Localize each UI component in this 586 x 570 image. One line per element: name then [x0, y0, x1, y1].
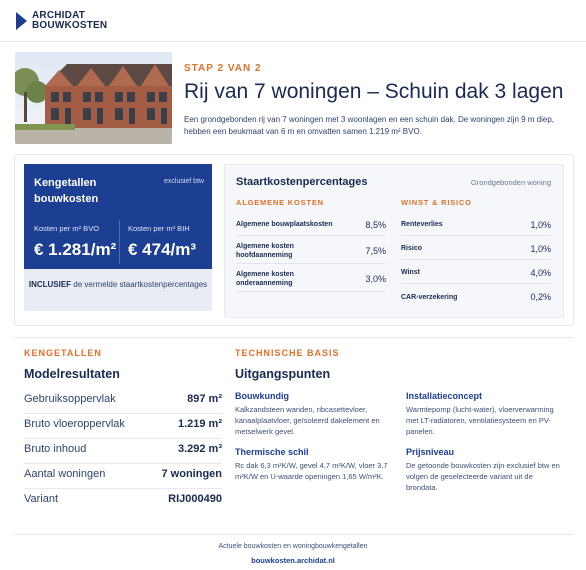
- block-heading: Bouwkundig: [235, 391, 289, 401]
- result-row: [24, 464, 222, 489]
- block-heading: Prijsniveau: [406, 447, 455, 457]
- result-value: RIJ000490: [168, 493, 222, 505]
- result-row: [24, 414, 222, 439]
- pct-row-name: Renteverlies: [401, 221, 443, 228]
- chevron-right-icon: [16, 12, 27, 30]
- result-key: Gebruiksoppervlak: [24, 393, 116, 405]
- page-title: Rij van 7 woningen – Schuin dak 3 lagen: [184, 80, 564, 103]
- pct-row-value: 0,2%: [530, 292, 551, 302]
- kengetallen-card: [24, 164, 212, 269]
- winst-risico-heading: WINST & RISICO: [401, 198, 472, 207]
- pct-row-value: 4,0%: [530, 267, 551, 278]
- pct-row: [401, 262, 551, 284]
- pct-row: [401, 238, 551, 260]
- pct-row-name: Risico: [401, 245, 423, 252]
- pct-row-name: Winst: [401, 269, 420, 276]
- brand-line-2: BOUWKOSTEN: [32, 20, 108, 31]
- inclusive-note: [24, 269, 212, 311]
- algemene-kosten-heading: ALGEMENE KOSTEN: [236, 198, 324, 207]
- cost-per-bih-value: € 474/m³: [128, 240, 197, 259]
- pct-row-name: CAR-verzekering: [401, 293, 458, 301]
- block-text: Warmtepomp (lucht-water), vloerverwarming met LT-radiatoren, ventilatiesysteem en PV-panelen.: [406, 405, 554, 436]
- exclusive-vat-label: [164, 177, 204, 187]
- pct-row-value: 7,5%: [365, 245, 386, 256]
- brand-line-1: ARCHIDAT: [32, 10, 86, 21]
- pct-row: [236, 214, 386, 236]
- result-key: Aantal woningen: [24, 468, 106, 480]
- pct-row: [236, 238, 386, 264]
- bouwkundig-block: [235, 391, 395, 437]
- pct-row-value: 8,5%: [365, 219, 386, 230]
- staartkosten-title: Staartkostenpercentages: [236, 176, 368, 188]
- prijsniveau-block: [406, 447, 566, 493]
- pct-row: [401, 214, 551, 236]
- uitgangspunten-title: Uitgangspunten: [235, 367, 331, 381]
- rowhouse-image: [15, 52, 172, 144]
- footer-divider: [14, 534, 574, 535]
- footer-tagline: Actuele bouwkosten en woningbouwkengetallen: [218, 543, 368, 550]
- pct-row-value: 3,0%: [365, 273, 386, 284]
- inclusive-note-bold: INCLUSIEF: [28, 280, 72, 289]
- result-value: 3.292 m³: [177, 443, 222, 455]
- cost-per-bvo-value: € 1.281/m²: [34, 240, 117, 259]
- result-value: 897 m²: [187, 393, 222, 405]
- pct-row-value: 1,0%: [530, 219, 551, 230]
- modelresultaten-title: Modelresultaten: [24, 367, 120, 381]
- block-text: Kalkzandsteen wanden, ribcasettevloer, kanaalplaatvloer, geïsoleerd dakelement en metselwerk gevel.: [235, 405, 380, 436]
- pct-row-value: 1,0%: [530, 243, 551, 254]
- technische-basis-label: TECHNISCHE BASIS: [235, 348, 340, 358]
- pct-row: [236, 266, 386, 292]
- kengetallen-label: KENGETALLEN: [24, 348, 102, 358]
- cost-per-bih-label: Kosten per m³ BIH: [128, 224, 190, 233]
- inclusive-note-text: de vermelde staartkostenpercentages: [71, 280, 208, 289]
- staartkosten-card: [224, 164, 564, 318]
- header-bar: [0, 0, 586, 42]
- brand-logo[interactable]: [16, 11, 107, 31]
- result-row: [24, 389, 222, 414]
- pct-row-name: Algemene kosten hoofdaanneming: [236, 242, 294, 259]
- cost-per-bih: [128, 224, 218, 260]
- block-heading: Installatieconcept: [406, 391, 483, 401]
- result-row: [24, 489, 222, 514]
- block-text: De getoonde bouwkosten zijn exclusief btw en volgen de geselecteerde variant uit de brondata.: [406, 461, 560, 492]
- pct-row-name: Algemene bouwplaatskosten: [236, 221, 333, 228]
- exclusive-vat-text: exclusief btw: [164, 178, 205, 185]
- cost-per-bvo: [34, 224, 124, 260]
- brand-name: [32, 11, 107, 31]
- section-divider: [14, 337, 574, 338]
- staartkosten-subtitle: Grondgebonden woning: [470, 178, 551, 187]
- result-key: Variant: [24, 493, 59, 505]
- installatieconcept-block: [406, 391, 566, 437]
- divider: [119, 220, 120, 264]
- result-value: 1.219 m²: [177, 418, 222, 430]
- result-key: Bruto inhoud: [24, 443, 87, 455]
- intro-description: Een grondgebonden rij van 7 woningen met 3 woonlagen en een schuin dak. De woningen zijn 9 m diep, hebben een beukmaat van 6 m en omvatten samen 1.219 m² BVO.: [184, 115, 555, 136]
- pct-row: [401, 286, 551, 308]
- block-heading: Thermische schil: [235, 447, 309, 457]
- step-indicator: STAP 2 VAN 2: [184, 63, 262, 74]
- block-text: Rc dak 6,3 m²K/W, gevel 4,7 m²K/W, vloer 3,7 m²K/W en U-waarde openingen 1,65 W/m²K.: [235, 461, 388, 481]
- footer-link[interactable]: bouwkosten.archidat.nl: [251, 556, 335, 565]
- result-value: 7 woningen: [161, 468, 222, 480]
- result-row: [24, 439, 222, 464]
- thermische-schil-block: [235, 447, 395, 482]
- pct-row-name: Algemene kosten onderaanneming: [236, 270, 294, 287]
- kengetallen-card-title: Kengetallen bouwkosten: [34, 177, 99, 205]
- result-key: Bruto vloeroppervlak: [24, 418, 125, 430]
- cost-per-bvo-label: Kosten per m² BVO: [34, 224, 100, 233]
